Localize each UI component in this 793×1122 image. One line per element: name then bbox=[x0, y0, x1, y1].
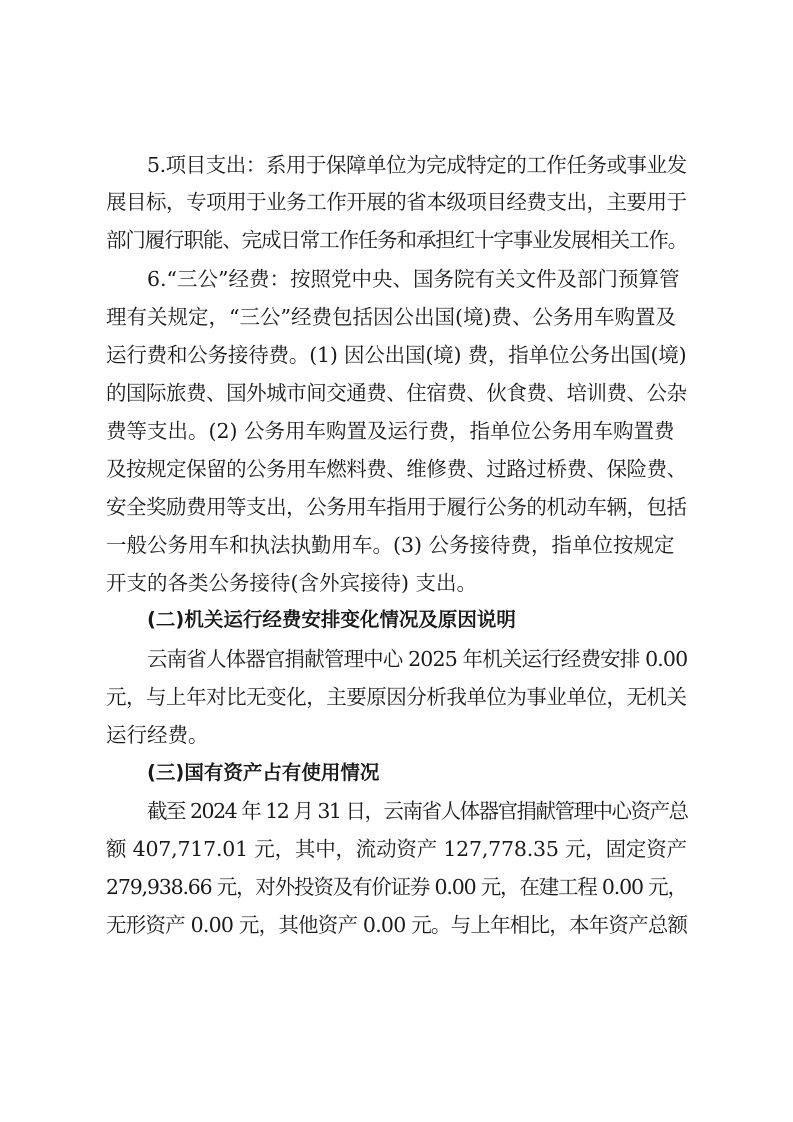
paragraph-5-line-3: 部门履行职能、完成日常工作任务和承担红十字事业发展相关工作。 bbox=[106, 228, 688, 252]
paragraph-6-line-3: 运行费和公务接待费。(1) 因公出国(境) 费，指单位公务出国(境) bbox=[106, 343, 687, 367]
paragraph-6-line-9: 开支的各类公务接待(含外宾接待) 支出。 bbox=[106, 571, 478, 595]
paragraph-5-line-1: 5.项目支出：系用于保障单位为完成特定的工作任务或事业发 bbox=[147, 153, 687, 177]
paragraph-6-line-6: 及按规定保留的公务用车燃料费、维修费、过路过桥费、保险费、 bbox=[106, 457, 687, 481]
paragraph-6-line-4: 的国际旅费、国外城市间交通费、住宿费、伙食费、培训费、公杂 bbox=[106, 381, 687, 405]
section-heading-state-assets: (三)国有资产占有使用情况 bbox=[147, 761, 380, 784]
paragraph-6-line-1: 6.“三公”经费：按照党中央、国务院有关文件及部门预算管 bbox=[147, 267, 680, 291]
assets-paragraph-line-4: 无形资产 0.00 元，其他资产 0.00 元。与上年相比，本年资产总额 bbox=[106, 913, 688, 937]
operating-paragraph-line-1: 云南省人体器官捐献管理中心 2025 年机关运行经费安排 0.00 bbox=[147, 647, 688, 671]
assets-paragraph-line-2: 额 407,717.01 元，其中，流动资产 127,778.35 元，固定资产 bbox=[106, 837, 687, 861]
assets-paragraph-line-1: 截至 2024 年 12 月 31 日，云南省人体器官捐献管理中心资产总 bbox=[147, 799, 688, 823]
operating-paragraph-line-3: 运行经费。 bbox=[106, 723, 209, 747]
paragraph-5-line-2: 展目标，专项用于业务工作开展的省本级项目经费支出，主要用于 bbox=[106, 190, 687, 214]
paragraph-6-line-5: 费等支出。(2) 公务用车购置及运行费，指单位公务用车购置费 bbox=[106, 419, 675, 443]
assets-paragraph-line-3: 279,938.66 元，对外投资及有价证券 0.00 元，在建工程 0.00 元， bbox=[106, 875, 687, 899]
paragraph-6-line-2: 理有关规定，“三公”经费包括因公出国(境)费、公务用车购置及 bbox=[106, 305, 676, 329]
section-heading-operating-expenses: (二)机关运行经费安排变化情况及原因说明 bbox=[147, 608, 516, 631]
paragraph-6-line-7: 安全奖励费用等支出，公务用车指用于履行公务的机动车辆，包括 bbox=[106, 495, 687, 519]
operating-paragraph-line-2: 元，与上年对比无变化，主要原因分析我单位为事业单位，无机关 bbox=[106, 685, 687, 709]
paragraph-6-line-8: 一般公务用车和执法执勤用车。(3) 公务接待费，指单位按规定 bbox=[106, 533, 675, 557]
